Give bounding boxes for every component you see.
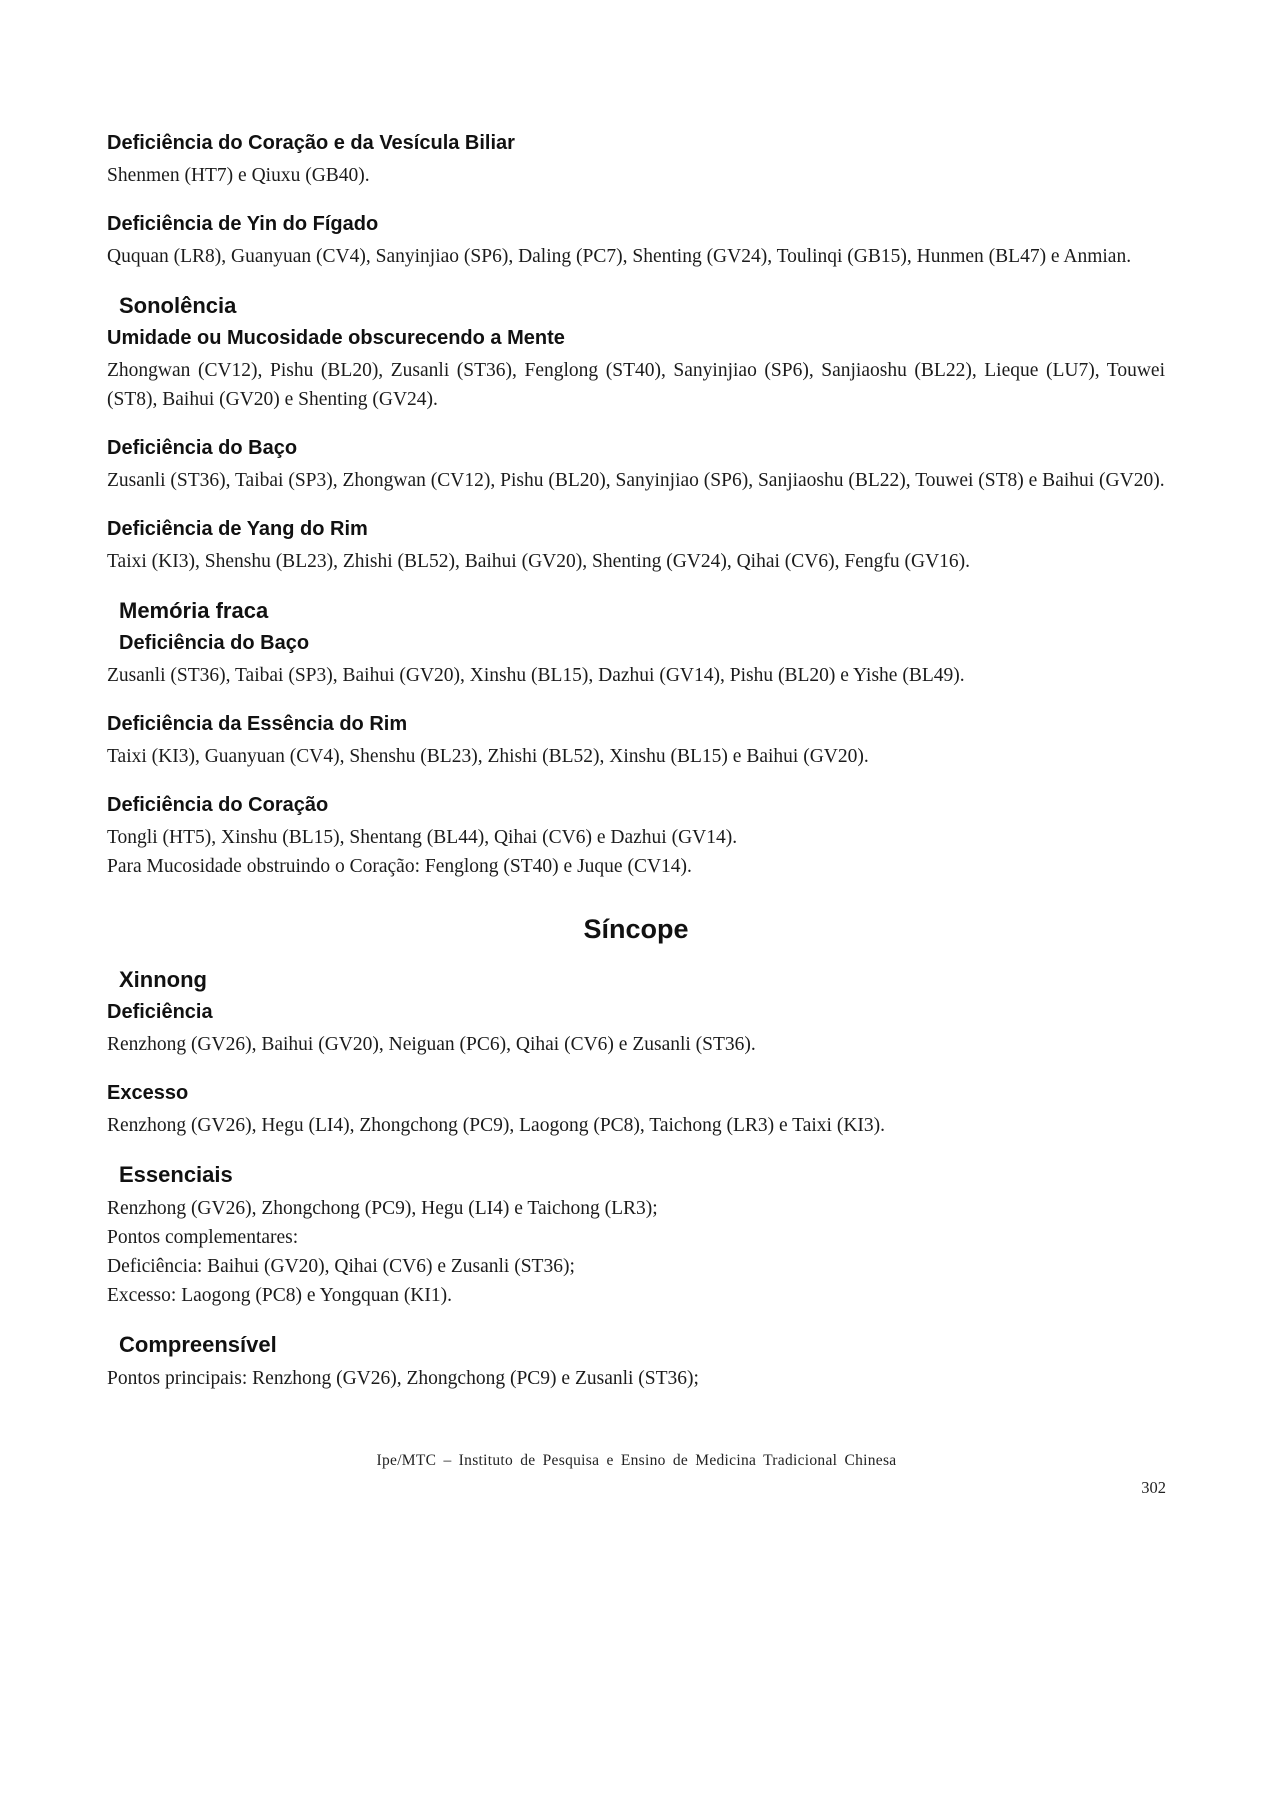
section-heading: Deficiência do Coração e da Vesícula Biliar xyxy=(107,132,515,154)
body-paragraph: Taixi (KI3), Shenshu (BL23), Zhishi (BL52), Baihui (GV20), Shenting (GV24), Qihai (CV6), Fengfu (GV16). xyxy=(107,551,971,572)
section-heading: Deficiência do Baço xyxy=(107,437,298,459)
body-paragraph: Para Mucosidade obstruindo o Coração: Fenglong (ST40) e Juque (CV14). xyxy=(107,856,692,877)
body-paragraph: Renzhong (GV26), Zhongchong (PC9), Hegu (LI4) e Taichong (LR3); xyxy=(107,1198,658,1219)
section-heading: Deficiência de Yang do Rim xyxy=(107,518,368,540)
body-paragraph: Tongli (HT5), Xinshu (BL15), Shentang (BL44), Qihai (CV6) e Dazhui (GV14). xyxy=(107,827,738,848)
section-heading: Deficiência do Coração xyxy=(107,794,329,816)
body-paragraph: Zusanli (ST36), Taibai (SP3), Zhongwan (CV12), Pishu (BL20), Sanyinjiao (SP6), Sanjiaoshu (BL22), Touwei (ST8) e Baihui (GV20). xyxy=(107,470,1165,491)
section-heading: Deficiência da Essência do Rim xyxy=(107,713,408,735)
subsection-title: Compreensível xyxy=(119,1332,277,1357)
body-paragraph: Excesso: Laogong (PC8) e Yongquan (KI1). xyxy=(107,1285,453,1306)
subsection-title: Sonolência xyxy=(119,293,237,318)
page-number: 302 xyxy=(1141,1478,1166,1497)
body-paragraph: Taixi (KI3), Guanyuan (CV4), Shenshu (BL23), Zhishi (BL52), Xinshu (BL15) e Baihui (GV20). xyxy=(107,746,869,767)
section-heading: Umidade ou Mucosidade obscurecendo a Mente xyxy=(107,327,565,349)
section-heading: Excesso xyxy=(107,1082,189,1104)
chapter-title-sincope: Síncope xyxy=(583,914,689,944)
body-paragraph: Pontos complementares: xyxy=(107,1227,299,1248)
footer-imprint: Ipe/MTC – Instituto de Pesquisa e Ensino de Medicina Tradicional Chinesa xyxy=(376,1452,897,1469)
body-paragraph: Renzhong (GV26), Baihui (GV20), Neiguan (PC6), Qihai (CV6) e Zusanli (ST36). xyxy=(107,1034,756,1055)
body-paragraph: Shenmen (HT7) e Qiuxu (GB40). xyxy=(107,165,370,186)
body-paragraph: Deficiência: Baihui (GV20), Qihai (CV6) e Zusanli (ST36); xyxy=(107,1256,575,1277)
body-paragraph: Zusanli (ST36), Taibai (SP3), Baihui (GV20), Xinshu (BL15), Dazhui (GV14), Pishu (BL20) e Yishe (BL49). xyxy=(107,665,965,686)
section-heading: Deficiência de Yin do Fígado xyxy=(107,213,379,235)
subsection-title: Essenciais xyxy=(119,1162,233,1187)
section-heading: Deficiência do Baço xyxy=(119,632,310,654)
subsection-title: Memória fraca xyxy=(119,598,269,623)
section-heading: Deficiência xyxy=(107,1001,213,1023)
subsection-title: Xinnong xyxy=(119,967,207,992)
body-paragraph: Zhongwan (CV12), Pishu (BL20), Zusanli (ST36), Fenglong (ST40), Sanyinjiao (SP6), Sanjiaoshu (BL22), Lieque (LU7), Touwei (ST8), Baihui (GV20) e Shenting (GV24). xyxy=(107,360,1165,410)
body-paragraph: Pontos principais: Renzhong (GV26), Zhongchong (PC9) e Zusanli (ST36); xyxy=(107,1368,699,1389)
body-paragraph: Ququan (LR8), Guanyuan (CV4), Sanyinjiao (SP6), Daling (PC7), Shenting (GV24), Toulinqi (GB15), Hunmen (BL47) e Anmian. xyxy=(107,246,1132,267)
body-paragraph: Renzhong (GV26), Hegu (LI4), Zhongchong (PC9), Laogong (PC8), Taichong (LR3) e Taixi (KI3). xyxy=(107,1115,886,1136)
